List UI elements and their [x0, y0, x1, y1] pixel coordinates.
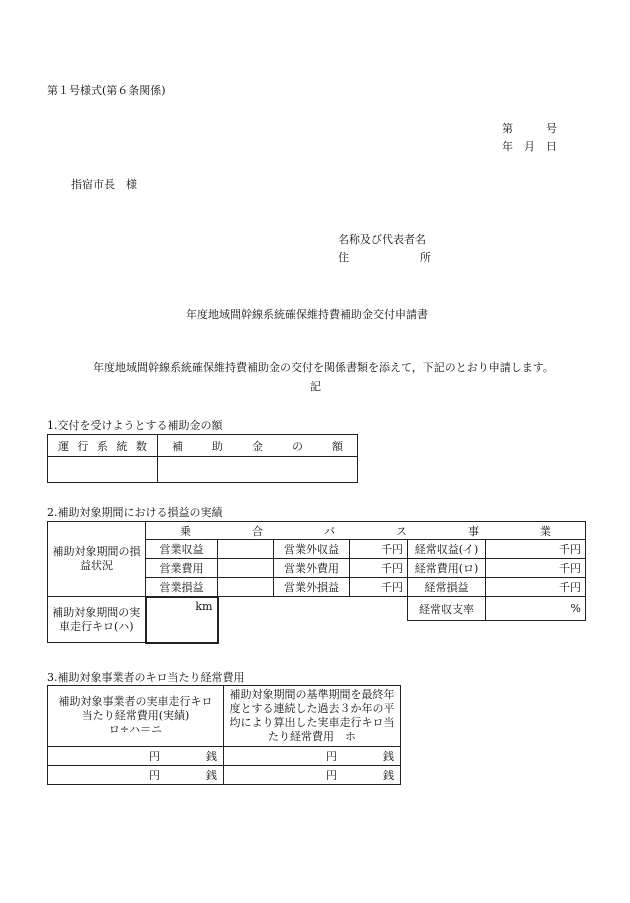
- km-unit: km: [195, 599, 213, 613]
- actual-cost-cell-2[interactable]: 円 銭: [48, 766, 224, 785]
- base-km-cost-header: 補助対象期間の基準期間を最終年度とする連続した過去３か年の平均により算出した実車走行キロ当たり経常費用 ホ: [224, 686, 401, 747]
- value-operating-revenue[interactable]: [218, 540, 274, 559]
- subsidy-amount-cell[interactable]: [158, 457, 358, 483]
- unit-non-operating-expense: 千円: [350, 559, 408, 578]
- addressee: 指宿市長 様: [71, 178, 137, 191]
- section3-heading: 3.補助対象事業者のキロ当たり経常費用: [47, 671, 245, 684]
- document-date: 年 月 日: [502, 140, 557, 153]
- label-ordinary-revenue: 経常収益(イ): [408, 540, 486, 559]
- applicant-address-label-1: 住: [338, 251, 349, 264]
- unit-ordinary-revenue: 千円: [486, 540, 586, 559]
- bus-business-banner: 乗 合 バ ス 事 業: [146, 522, 586, 540]
- unit-ordinary-profit: 千円: [486, 578, 586, 597]
- section3-table: [47, 685, 401, 785]
- actual-km-cost-header: 補助対象事業者の実車走行キロ当たり経常費用(実績) ロ÷ハ＝ニ: [48, 686, 224, 747]
- applicant-address-label-2: 所: [420, 251, 431, 264]
- actual-km-value[interactable]: [146, 597, 218, 643]
- label-non-operating-revenue: 営業外収益: [274, 540, 350, 559]
- applicant-name-label: 名称及び代表者名: [338, 233, 426, 246]
- unit-non-operating-revenue: 千円: [350, 540, 408, 559]
- label-non-operating-expense: 営業外費用: [274, 559, 350, 578]
- value-operating-expense[interactable]: [218, 559, 274, 578]
- actual-km-label: 補助対象期間の実車走行キロ(ハ): [48, 597, 146, 643]
- label-ordinary-expense: 経常費用(ロ): [408, 559, 486, 578]
- form-number: 第１号様式(第６条関係): [47, 84, 166, 97]
- document-title: 年度地域間幹線系統確保維持費補助金交付申請書: [186, 308, 428, 321]
- section1-heading: 1.交付を受けようとする補助金の額: [47, 419, 223, 432]
- profit-loss-status-label: 補助対象期間の損益状況: [48, 522, 146, 597]
- unit-non-operating-profit: 千円: [350, 578, 408, 597]
- value-operating-profit[interactable]: [218, 578, 274, 597]
- col-route-count-header: 運 行 系 統 数: [48, 435, 158, 457]
- label-operating-profit: 営業損益: [146, 578, 218, 597]
- base-cost-cell-2[interactable]: 円 銭: [224, 766, 401, 785]
- base-cost-cell-1[interactable]: 円 銭: [224, 747, 401, 766]
- route-count-cell[interactable]: [48, 457, 158, 483]
- document-number: 第 号: [502, 122, 557, 135]
- unit-ordinary-ratio: %: [486, 597, 586, 621]
- label-operating-revenue: 営業収益: [146, 540, 218, 559]
- section2-heading: 2.補助対象期間における損益の実績: [47, 506, 223, 519]
- section1-table: [47, 434, 358, 483]
- label-ordinary-profit: 経常損益: [408, 578, 486, 597]
- ki-mark: 記: [310, 380, 321, 393]
- unit-ordinary-expense: 千円: [486, 559, 586, 578]
- section2-table: [47, 521, 586, 644]
- body-text: 年度地域間幹線系統確保維持費補助金の交付を関係書類を添えて，下記のとおり申請します。: [93, 361, 554, 374]
- label-operating-expense: 営業費用: [146, 559, 218, 578]
- label-ordinary-ratio: 経常収支率: [408, 597, 486, 621]
- actual-cost-cell-1[interactable]: 円 銭: [48, 747, 224, 766]
- col-subsidy-amount-header: 補 助 金 の 額: [158, 435, 358, 457]
- label-non-operating-profit: 営業外損益: [274, 578, 350, 597]
